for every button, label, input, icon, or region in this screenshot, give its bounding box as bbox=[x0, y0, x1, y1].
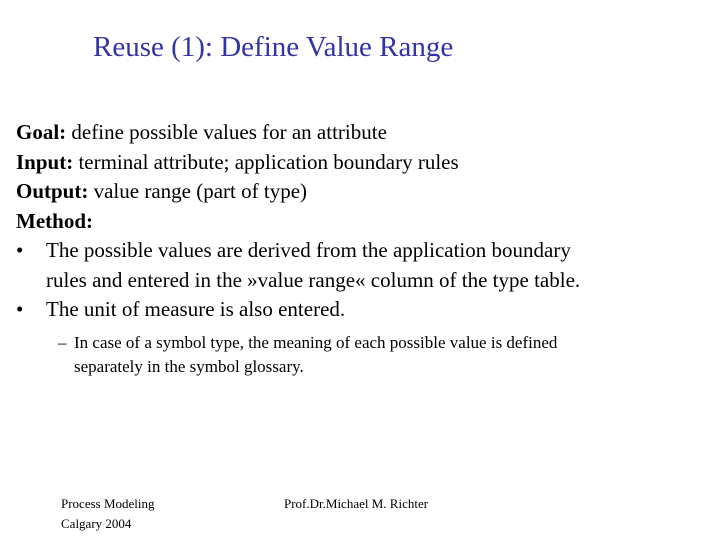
output-label: Output: bbox=[16, 179, 89, 203]
bullet-values-derived bbox=[16, 236, 706, 295]
footer-author: Prof.Dr.Michael M. Richter bbox=[284, 496, 429, 511]
goal-line bbox=[16, 118, 706, 148]
subbullet-line: separately in the symbol glossary. bbox=[74, 356, 304, 376]
footer-location-year: Calgary 2004 bbox=[61, 516, 132, 531]
method-line bbox=[16, 207, 706, 237]
dash-marker: – bbox=[58, 332, 67, 352]
bullet-marker: • bbox=[16, 238, 24, 262]
method-label: Method: bbox=[16, 208, 93, 233]
subbullet-line: In case of a symbol type, the meaning of each possible value is defined bbox=[74, 332, 558, 352]
bullet-line: The unit of measure is also entered. bbox=[46, 297, 346, 321]
bullet-marker: • bbox=[16, 297, 24, 321]
bullet-line: The possible values are derived from the application boundary bbox=[46, 238, 571, 262]
input-label: Input: bbox=[16, 149, 74, 174]
footer-course: Process Modeling bbox=[61, 496, 155, 511]
input-line bbox=[16, 148, 706, 178]
footer-left bbox=[61, 494, 155, 534]
slide-title: Reuse (1): Define Value Range bbox=[93, 31, 454, 63]
goal-label: Goal: bbox=[16, 120, 67, 144]
input-text: terminal attribute; application boundary rules bbox=[73, 149, 459, 174]
output-line bbox=[16, 177, 706, 207]
slide-content bbox=[16, 118, 706, 379]
output-text: value range (part of type) bbox=[88, 179, 308, 203]
goal-text: define possible values for an attribute bbox=[66, 120, 387, 144]
subbullet-symbol-type bbox=[16, 331, 706, 379]
bullet-line: rules and entered in the »value range« column of the type table. bbox=[46, 267, 581, 292]
bullet-unit-of-measure bbox=[16, 295, 706, 325]
